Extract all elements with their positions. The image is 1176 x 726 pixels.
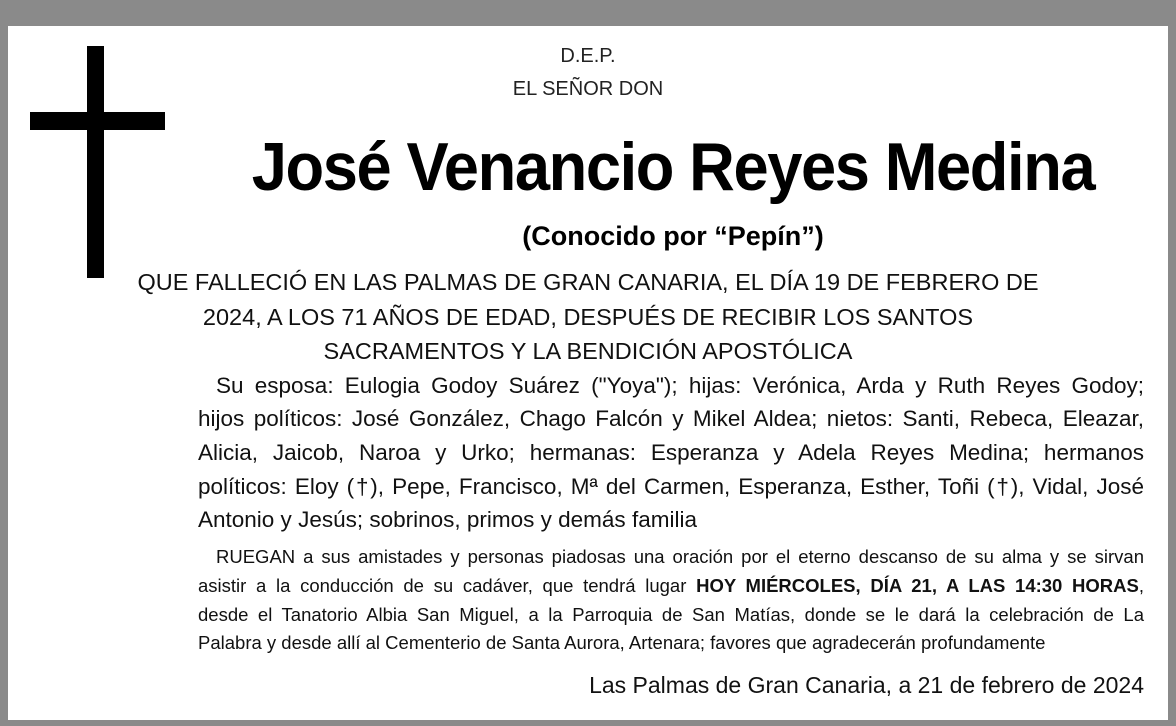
nickname-text: (Conocido por “Pepín”) [522, 221, 824, 251]
family-line-1: Su esposa: Eulogia Godoy Suárez ("Yoya"); hijas: Verónica, Arda y Ruth Reyes Godoy; [216, 373, 1144, 398]
service-time-text: HOY MIÉRCOLES, DÍA 21, A LAS 14:30 HORAS [696, 575, 1139, 596]
deceased-name: José Venancio Reyes Medina [251, 129, 1095, 205]
announcement-line-3: SACRAMENTOS Y LA BENDICIÓN APOSTÓLICA [323, 338, 853, 364]
announcement-line-2: 2024, A LOS 71 AÑOS DE EDAD, DESPUÉS DE RECIBIR LOS SANTOS [202, 304, 974, 330]
honorific-text: EL SEÑOR DON [512, 78, 664, 100]
cross-icon-horizontal [30, 112, 165, 130]
request-line-2-end: , [1138, 575, 1144, 596]
place-date-text: Las Palmas de Gran Canaria, a 21 de febrero de 2024 [589, 672, 1144, 698]
dep-text: D.E.P. [560, 45, 616, 67]
request-line-2-text: asistir a la conducción de su cadáver, que tendrá lugar [198, 575, 697, 596]
family-line-2: hijos políticos: José González, Chago Falcón y Mikel Aldea; nietos: Santi, Rebeca, Eleazar, [198, 406, 1144, 431]
request-line-3: desde el Tanatorio Albia San Miguel, a la Parroquia de San Matías, donde se le dará la celebración de La [198, 604, 1144, 625]
family-line-3: Alicia, Jaicob, Naroa y Urko; hermanas: Esperanza y Adela Reyes Medina; hermanos [198, 440, 1144, 465]
request-line-1: RUEGAN a sus amistades y personas piadosas una oración por el eterno descanso de su alma y se sirvan [216, 546, 1144, 567]
request-line-2 [198, 575, 1144, 597]
announcement-line-1: QUE FALLECIÓ EN LAS PALMAS DE GRAN CANARIA, EL DÍA 19 DE FEBRERO DE [137, 269, 1039, 295]
request-line-4: Palabra y desde allí al Cementerio de Santa Aurora, Artenara; favores que agradecerán profundamente [198, 632, 1046, 653]
family-line-5: Antonio y Jesús; sobrinos, primos y demás familia [198, 507, 697, 532]
family-line-4: políticos: Eloy (†), Pepe, Francisco, Mª del Carmen, Esperanza, Esther, Toñi (†), Vidal, José [198, 474, 1144, 499]
